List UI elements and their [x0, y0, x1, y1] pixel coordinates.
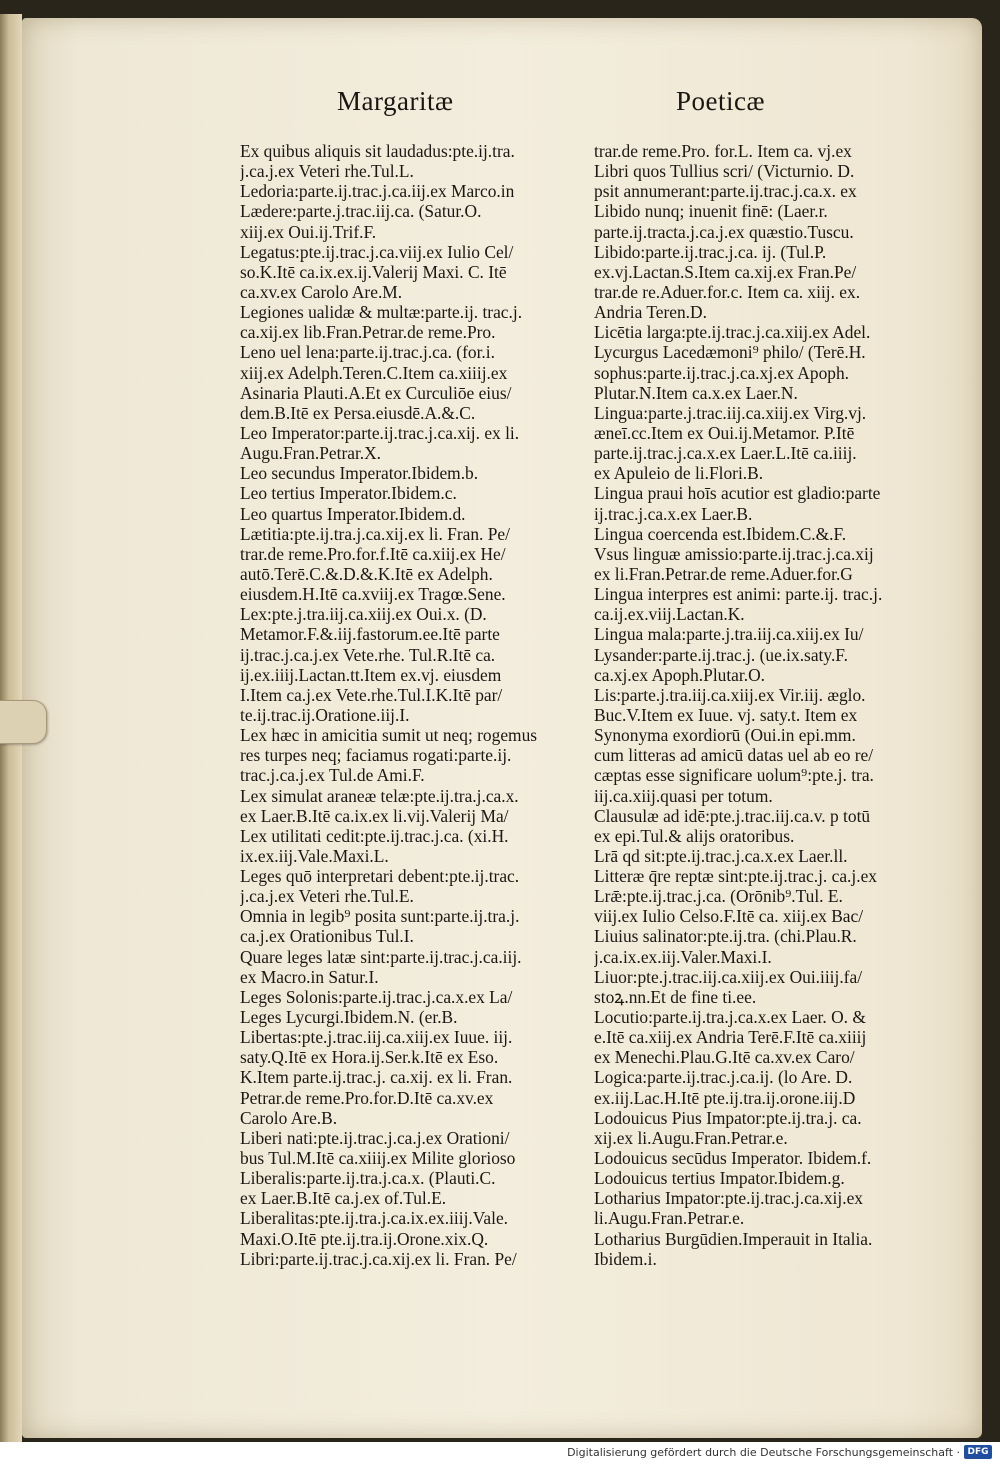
- index-line: cum litteras ad amicū datas uel ab eo re/: [594, 745, 874, 766]
- left-column: [240, 141, 570, 1269]
- index-line: Leo quartus Imperator.Ibidem.d.: [240, 503, 466, 524]
- index-line: Libertas:pte.j.trac.iij.ca.xiij.ex Iuue. iij.: [240, 1027, 513, 1048]
- index-line: ca.xj.ex Apoph.Plutar.O.: [594, 664, 765, 685]
- index-line: trar.de reme.Pro.for.f.Itē ca.xiij.ex He/: [240, 543, 506, 564]
- index-line: Lycurgus Lacedæmoni⁹ philo/ (Terē.H.: [594, 342, 866, 363]
- footer-credit: Digitalisierung gefördert durch die Deutsche Forschungsgemeinschaft ·: [567, 1446, 960, 1459]
- index-line: Lotharius Burgūdien.Imperauit in Italia.: [594, 1228, 873, 1249]
- index-line: xij.ex li.Augu.Fran.Petrar.e.: [594, 1127, 788, 1148]
- index-line: Lex utilitati cedit:pte.ij.trac.j.ca. (xi.H.: [240, 825, 509, 846]
- index-line: Lodouicus tertius Impator.Ibidem.g.: [594, 1168, 845, 1189]
- index-line: Andria Teren.D.: [594, 302, 707, 323]
- index-line: Lrā qd sit:pte.ij.trac.j.ca.x.ex Laer.ll.: [594, 845, 848, 866]
- index-line: j.ca.j.ex Veteri rhe.Tul.E.: [240, 886, 414, 907]
- index-line: ex Apuleio de li.Flori.B.: [594, 463, 764, 484]
- index-line: Lingua interpres est animi: parte.ij. trac.j.: [594, 584, 883, 605]
- index-line: Buc.V.Item ex Iuue. vj. saty.t. Item ex: [594, 704, 858, 725]
- index-line: Libido:parte.ij.trac.j.ca. ij. (Tul.P.: [594, 241, 827, 262]
- index-line: Augu.Fran.Petrar.X.: [240, 443, 382, 464]
- index-line: Leno uel lena:parte.ij.trac.j.ca. (for.i.: [240, 342, 495, 363]
- index-line: K.Item parte.ij.trac.j. ca.xij. ex li. Fran.: [240, 1067, 513, 1088]
- running-head-right: Poeticæ: [676, 86, 765, 116]
- index-line: Lex simulat araneæ telæ:pte.ij.tra.j.ca.x.: [240, 785, 519, 806]
- index-line: psit annumerant:parte.ij.trac.j.ca.x. ex: [594, 181, 857, 202]
- index-line: Legatus:pte.ij.trac.j.ca.viij.ex Iulio Cel/: [240, 241, 514, 262]
- index-line: Lis:parte.j.tra.iij.ca.xiij.ex Vir.iij. æglo.: [594, 684, 866, 705]
- index-line: ex epi.Tul.& alijs oratoribus.: [594, 825, 795, 846]
- index-line: Clausulæ ad idē:pte.j.trac.iij.ca.v. p totū: [594, 805, 871, 826]
- bookmark-tab: [0, 700, 47, 744]
- index-line: Leo secundus Imperator.Ibidem.b.: [240, 463, 479, 484]
- index-line: Synonyma exordiorū (Oui.in epi.mm.: [594, 725, 856, 746]
- index-line: Carolo Are.B.: [240, 1107, 338, 1128]
- index-line: ex.vj.Lactan.S.Item ca.xij.ex Fran.Pe/: [594, 261, 857, 282]
- index-line: Leges quō interpretari debent:pte.ij.trac.: [240, 866, 520, 887]
- index-line: trar.de re.Aduer.for.c. Item ca. xiij. ex.: [594, 281, 861, 302]
- index-line: Locutio:parte.ij.tra.j.ca.x.ex Laer. O. &: [594, 1007, 866, 1028]
- index-line: ij.ex.iiij.Lactan.tt.Item ex.vj. eiusdem: [240, 664, 502, 685]
- index-line: j.ca.j.ex Veteri rhe.Tul.L.: [240, 161, 414, 182]
- index-line: Lex:pte.j.tra.iij.ca.xiij.ex Oui.x. (D.: [240, 604, 487, 625]
- index-line: Liberalis:parte.ij.tra.j.ca.x. (Plauti.C.: [240, 1168, 496, 1189]
- index-line: ca.xv.ex Carolo Are.M.: [240, 281, 403, 302]
- index-line: Lrǣ:pte.ij.trac.j.ca. (Orōnib⁹.Tul. E.: [594, 886, 843, 907]
- index-line: Leges Lycurgi.Ibidem.N. (er.B.: [240, 1007, 458, 1028]
- index-line: xiij.ex Adelph.Teren.C.Item ca.xiiij.ex: [240, 362, 508, 383]
- index-line: trac.j.ca.j.ex Tul.de Ami.F.: [240, 765, 425, 786]
- index-line: Quare leges latæ sint:parte.ij.trac.j.ca.iij.: [240, 946, 522, 967]
- index-line: parte.ij.tracta.j.ca.j.ex quæstio.Tuscu.: [594, 221, 854, 242]
- index-line: Omnia in legib⁹ posita sunt:parte.ij.tra.j.: [240, 906, 520, 927]
- right-column: [594, 141, 924, 1269]
- index-line: Leo Imperator:parte.ij.trac.j.ca.xij. ex li.: [240, 422, 520, 443]
- index-line: Logica:parte.ij.trac.j.ca.ij. (lo Are. D.: [594, 1067, 853, 1088]
- index-line: ij.trac.j.ca.x.ex Laer.B.: [594, 503, 753, 524]
- index-line: saty.Q.Itē ex Hora.ij.Ser.k.Itē ex Eso.: [240, 1047, 499, 1068]
- index-line: Lotharius Impator:pte.ij.trac.j.ca.xij.ex: [594, 1188, 863, 1209]
- index-line: Ibidem.i.: [594, 1248, 657, 1269]
- index-line: Libri:parte.ij.trac.j.ca.xij.ex li. Fran. Pe/: [240, 1248, 517, 1269]
- index-line: dem.B.Itē ex Persa.eiusdē.A.&.C.: [240, 402, 476, 423]
- index-line: Liberi nati:pte.ij.trac.j.ca.j.ex Orationi/: [240, 1127, 510, 1148]
- index-line: Liberalitas:pte.ij.tra.j.ca.ix.ex.iiij.Vale.: [240, 1208, 509, 1229]
- index-line: li.Augu.Fran.Petrar.e.: [594, 1208, 745, 1229]
- index-line: ex.iij.Lac.H.Itē pte.ij.tra.ij.orone.iij.D: [594, 1087, 856, 1108]
- index-line: ca.j.ex Orationibus Tul.I.: [240, 926, 414, 947]
- index-line: ij.trac.j.ca.j.ex Vete.rhe. Tul.R.Itē ca.: [240, 644, 496, 665]
- index-line: ex Laer.B.Itē ca.j.ex of.Tul.E.: [240, 1188, 447, 1209]
- index-line: Litteræ q̄re reptæ sint:pte.ij.trac.j. ca.j.ex: [594, 866, 877, 887]
- index-line: ex Macro.in Satur.I.: [240, 966, 379, 987]
- dfg-logo: DFG: [964, 1445, 992, 1459]
- index-line: ex li.Fran.Petrar.de reme.Aduer.for.G: [594, 563, 853, 584]
- index-line: trar.de reme.Pro. for.L. Item ca. vj.ex: [594, 141, 852, 161]
- index-line: Libido nunq; inuenit finē: (Laer.r.: [594, 201, 828, 222]
- index-line: Lodouicus Pius Impator:pte.ij.tra.j. ca.: [594, 1107, 862, 1128]
- index-line: xiij.ex Oui.ij.Trif.F.: [240, 221, 377, 242]
- index-line: sophus:parte.ij.trac.j.ca.xj.ex Apoph.: [594, 362, 849, 383]
- index-line: Libri quos Tullius scri/ (Victurnio. D.: [594, 161, 855, 182]
- index-line: Lingua praui hoīs acutior est gladio:parte: [594, 483, 881, 504]
- index-line: ca.xij.ex lib.Fran.Petrar.de reme.Pro.: [240, 322, 496, 343]
- index-line: ca.ij.ex.viij.Lactan.K.: [594, 604, 745, 625]
- index-line: Lodouicus secūdus Imperator. Ibidem.f.: [594, 1148, 872, 1169]
- index-line: ex Laer.B.Itē ca.ix.ex li.vij.Valerij Ma/: [240, 805, 509, 826]
- index-line: so.K.Itē ca.ix.ex.ij.Valerij Maxi. C. Itē: [240, 261, 507, 282]
- index-line: e.Itē ca.xiij.ex Andria Terē.F.Itē ca.xiiij: [594, 1027, 867, 1048]
- index-line: stoꝝ.nn.Et de fine ti.ee.: [594, 986, 757, 1007]
- index-line: cæptas esse significare uolum⁹:pte.j. tra.: [594, 765, 874, 786]
- index-line: Leges Solonis:parte.ij.trac.j.ca.x.ex La/: [240, 986, 513, 1007]
- index-line: autō.Terē.C.&.D.&.K.Itē ex Adelph.: [240, 563, 493, 584]
- index-line: viij.ex Iulio Celso.F.Itē ca. xiij.ex Bac/: [594, 906, 864, 927]
- index-line: res turpes neq; faciamus rogati:parte.ij.: [240, 745, 512, 766]
- index-line: Lædere:parte.j.trac.iij.ca. (Satur.O.: [240, 201, 482, 222]
- index-line: Lingua:parte.j.trac.iij.ca.xiij.ex Virg.vj.: [594, 402, 867, 423]
- index-line: Legiones ualidæ & multæ:parte.ij. trac.j.: [240, 302, 523, 323]
- index-line: j.ca.ix.ex.iij.Valer.Maxi.I.: [594, 946, 772, 967]
- index-line: Lætitia:pte.ij.tra.j.ca.xij.ex li. Fran. Pe/: [240, 523, 510, 544]
- index-line: Lysander:parte.ij.trac.j. (ue.ix.saty.F.: [594, 644, 848, 665]
- index-line: Metamor.F.&.iij.fastorum.ee.Itē parte: [240, 624, 500, 645]
- index-line: Ledoria:parte.ij.trac.j.ca.iij.ex Marco.in: [240, 181, 515, 202]
- index-line: parte.ij.trac.j.ca.x.ex Laer.L.Itē ca.iiij.: [594, 443, 857, 464]
- index-line: Lingua coercenda est.Ibidem.C.&.F.: [594, 523, 847, 544]
- index-line: Liuius salinator:pte.ij.tra. (chi.Plau.R.: [594, 926, 857, 947]
- index-line: Vsus linguæ amissio:parte.ij.trac.j.ca.xij: [594, 543, 874, 564]
- index-line: æneī.cc.Item ex Oui.ij.Metamor. P.Itē: [594, 422, 855, 443]
- index-line: Maxi.O.Itē pte.ij.tra.ij.Orone.xix.Q.: [240, 1228, 489, 1249]
- index-line: Lex hæc in amicitia sumit ut neq; rogemus: [240, 725, 538, 746]
- index-line: ix.ex.iij.Vale.Maxi.L.: [240, 845, 389, 866]
- index-line: ex Menechi.Plau.G.Itē ca.xv.ex Caro/: [594, 1047, 855, 1068]
- index-line: iij.ca.xiij.quasi per totum.: [594, 785, 773, 806]
- running-head-left: Margaritæ: [337, 86, 454, 116]
- index-line: Petrar.de reme.Pro.for.D.Itē ca.xv.ex: [240, 1087, 494, 1108]
- index-line: Lingua mala:parte.j.tra.iij.ca.xiij.ex Iu/: [594, 624, 864, 645]
- index-line: Licētia larga:pte.ij.trac.j.ca.xiij.ex Adel.: [594, 322, 871, 343]
- index-line: Ex quibus aliquis sit laudadus:pte.ij.tra.: [240, 141, 515, 161]
- index-line: I.Item ca.j.ex Vete.rhe.Tul.I.K.Itē par/: [240, 684, 503, 705]
- index-line: Plutar.N.Item ca.x.ex Laer.N.: [594, 382, 798, 403]
- index-line: eiusdem.H.Itē ca.xviij.ex Tragœ.Sene.: [240, 584, 506, 605]
- index-line: Liuor:pte.j.trac.iij.ca.xiij.ex Oui.iiij.fa/: [594, 966, 863, 987]
- index-line: Asinaria Plauti.A.Et ex Curculiōe eius/: [240, 382, 512, 403]
- index-line: bus Tul.M.Itē ca.xiiij.ex Milite glorioso: [240, 1148, 516, 1169]
- index-line: Leo tertius Imperator.Ibidem.c.: [240, 483, 457, 504]
- index-line: te.ij.trac.ij.Oratione.iij.I.: [240, 704, 410, 725]
